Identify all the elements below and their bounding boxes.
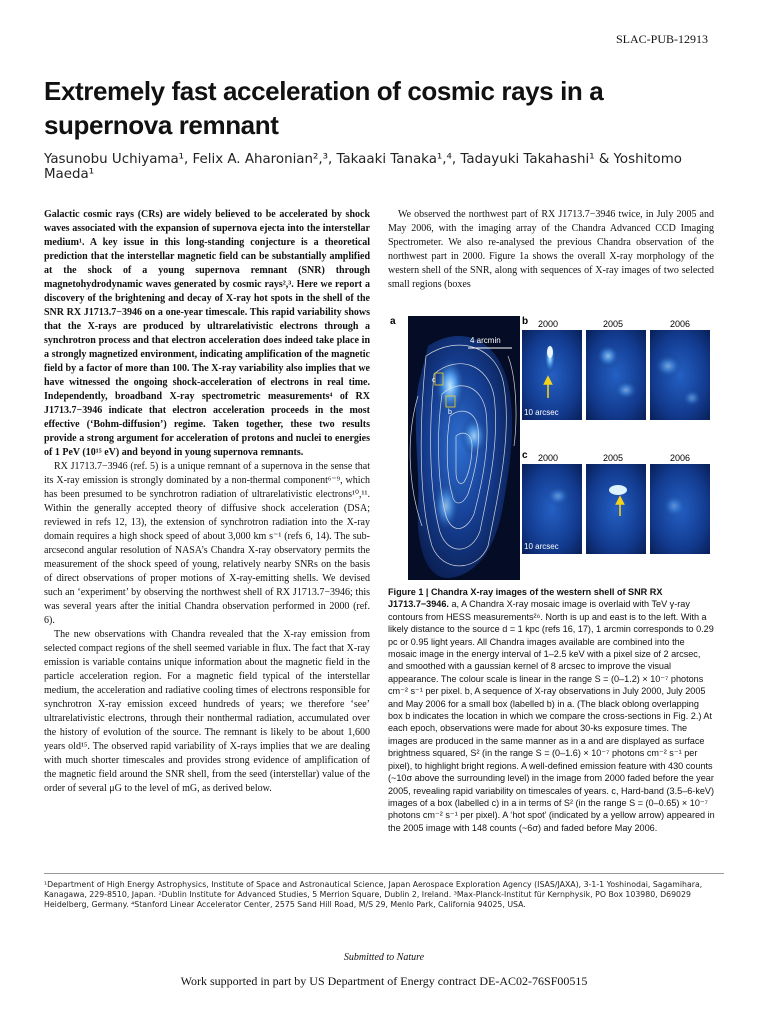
figure-1: [388, 316, 718, 580]
body-paragraph-2: The new observations with Chandra revealed that the X-ray emission from selected compact regions of the shell seemed variable in flux. The fact that X-ray emission is variable contains unique information about the magnetic field in the particle acceleration region. For a magnetic field typical of the interstellar medium, the acceleration and radiative cooling times of electrons responsible for synchrotron X-ray emission exceed hundreds of years; we therefore ‘see’ ultrarelativistic electrons, through their nonthermal radiation, accumulated over the history of evolution of the source. The remnant is likely to be about 1,600 years old¹⁵. The observed rapid variability of X-rays implies that we are dealing with much shorter timescales and provides strong evidence of amplification of the magnetic field around the SNR shell, from the seed (interstellar) value of the order of several μG to the level of mG, as derived below.: [44, 629, 370, 794]
panel-b-year-2000: 2000: [538, 319, 559, 329]
paper-title: Extremely fast acceleration of cosmic rays in a supernova remnant: [44, 76, 604, 140]
panel-c-year-2000: 2000: [538, 453, 559, 463]
panel-b-label: b: [522, 316, 529, 327]
abstract: Galactic cosmic rays (CRs) are widely believed to be accelerated by shock waves associated with the expansion of supernova ejecta into the interstellar medium¹. A key issue in this long-standing conjecture is a theoretical prediction that the interstellar magnetic field can be substantially amplified at the shock of a young supernova remnant (SNR) through magnetohydrodynamic waves generated by cosmic rays²,³. Here we report a discovery of the brightening and decay of X-ray hot spots in the shell of the SNR RX J1713.7−3946 on a one-year timescale. This rapid variability shows that the X-rays are produced by ultrarelativistic electrons through a synchrotron process and that electron acceleration does indeed take place in a strongly magnetized environment, indicating amplification of the magnetic field by a factor of more than 100. The X-ray variability also implies that we have witnessed the ongoing shock-acceleration of electrons in real time. Independently, broadband X-ray spectrometric measurements⁴ of RX J1713.7−3946 indicate that electron acceleration proceeds in the most effective (‘Bohm-diffusion’) regime. Taken together, these two results provide a strong argument for acceleration of protons and nuclei to energies of 1 PeV (10¹⁵ eV) and beyond in young supernova remnants.: [44, 209, 370, 458]
panel-a: [390, 316, 520, 580]
right-column-text: [388, 208, 714, 292]
body-paragraph-3: We observed the northwest part of RX J1713.7−3946 twice, in July 2005 and May 2006, with the imaging array of the Chandra Advanced CCD Imaging Spectrometer. We also re-analysed the previous Chandra observation of the northwest part in 2000. Figure 1a shows the overall X-ray morphology of the western shell of the SNR, along with sequences of X-ray images of two selected small regions (boxes: [388, 209, 714, 290]
left-column: [44, 208, 370, 796]
panel-c-2000-image: [522, 464, 582, 554]
box-c-label: c: [432, 377, 436, 384]
scale-label-a: 4 arcmin: [470, 336, 501, 345]
caption-lead: Figure 1 | Chandra X-ray images of the western shell of SNR RX J1713.7−3946.: [388, 587, 663, 610]
submission-note: Submitted to Nature: [343, 952, 425, 963]
funding-note: Work supported in part by US Department of Energy contract DE-AC02-76SF00515: [180, 974, 588, 988]
panel-b-year-2006: 2006: [670, 319, 691, 329]
body-paragraph-1: RX J1713.7−3946 (ref. 5) is a unique remnant of a supernova in the sense that its X-ray emission is strongly dominated by a non-thermal component⁶⁻⁹, which has been presumed to be synchrotron radiation of ultrarelativistic electrons¹⁰,¹¹. Within the generally accepted theory of diffusive shock acceleration (DSA; reviewed in refs 12, 13), the extension of synchrotron radiation into the X-ray domain requires a high shock speed of about 3,000 km s⁻¹ (refs 6, 14). The sub-arcsecond angular resolution of NASA’s Chandra X-ray observatory permits the measurement of the shock speed of young, relatively nearby SNRs on the basis of direct observations of proper motions of X-ray-emitting shells. We devised such an ‘experiment’ by observing the northwest shell of RX J1713.7−3946; this was several years after the initial Chandra observation performed in 2000 (ref. 6).: [44, 461, 370, 626]
scale-label-c: 10 arcsec: [524, 542, 559, 551]
panel-c-year-2005: 2005: [603, 453, 624, 463]
footnote-divider: [44, 873, 724, 874]
panel-c: [522, 450, 710, 554]
box-b-label: b: [448, 409, 452, 416]
panel-b-2005-image: [586, 330, 646, 420]
panel-c-label: c: [522, 450, 528, 461]
report-number: SLAC-PUB-12913: [615, 32, 708, 46]
panel-b: [522, 316, 710, 420]
panel-c-2005-image: [586, 464, 646, 554]
caption-body: a, A Chandra X-ray mosaic image is overlaid with TeV γ-ray contours from HESS measurements²⁶. North is up and east is to the left. With a likely distance to the source d = 1 kpc (refs 16, 17), 1 arcmin corresponds to 0.29 pc or 0.95 light years. All Chandra images available are combined into the mosaic image in the energy interval of 1–2.5 keV with a pixel size of 2 arcsec, and smoothed with a gaussian kernel of 8 arcsec to improve the visual appearance. The colour scale is linear in the range S = (0–1.2) × 10⁻⁷ photons cm⁻² s⁻¹ per pixel. b, A sequence of X-ray observations in July 2000, July 2005 and May 2006 for a small box (labelled b) in a. (The black oblong overlapping box b indicates the location in which we compare the cross-sections in Fig. 2.) At each epoch, observations were made for about 30-ks exposure times. The images are produced in the same manner as in a and are displayed as surface brightness squared, S² (in the range S = (0–1.6) × 10⁻⁷ photons cm⁻² s⁻¹ per pixel), to highlight bright regions. A well-defined emission feature with 430 counts (~10σ above the surrounding level) in the image from 2000 faded before the year 2005, revealing rapid variability on timescales of years. c, Hard-band (3.5–6-keV) images of a box (labelled c) in a in terms of S² (in the range S = (0–0.65) × 10⁻⁷ photons cm⁻² s⁻¹ per pixel). A ‘hot spot’ (indicated by a yellow arrow) appeared in the 2005 image with 148 counts (~6σ) and faded before May 2006.: [388, 599, 715, 833]
affiliation-footnotes: ¹Department of High Energy Astrophysics, Institute of Space and Astronautical Science, Japan Aerospace Exploration Agency (ISAS/JAXA), 3-1-1 Yoshinodai, Sagamihara, Kanagawa, 229-8510, Japan. ²Dublin Institute for Advanced Studies, 5 Merrion Square, Dublin 2, Ireland. ³Max-Planck-Institut für Kernphysik, PO Box 103980, D69029 Heidelberg, Germany. ⁴Stanford Linear Accelerator Center, 2575 Sand Hill Road, M/S 29, Menlo Park, California 94025, USA.: [44, 880, 703, 909]
figure-1-caption: [388, 586, 716, 834]
panel-b-year-2005: 2005: [603, 319, 624, 329]
author-list: Yasunobu Uchiyama¹, Felix A. Aharonian²,³, Takaaki Tanaka¹,⁴, Tadayuki Takahashi¹ & Yoshitomo Maeda¹: [44, 152, 682, 182]
panel-c-year-2006: 2006: [670, 453, 691, 463]
figure-1-graphic: [388, 316, 718, 580]
scale-label-b: 10 arcsec: [524, 408, 559, 417]
panel-a-label: a: [390, 316, 396, 327]
